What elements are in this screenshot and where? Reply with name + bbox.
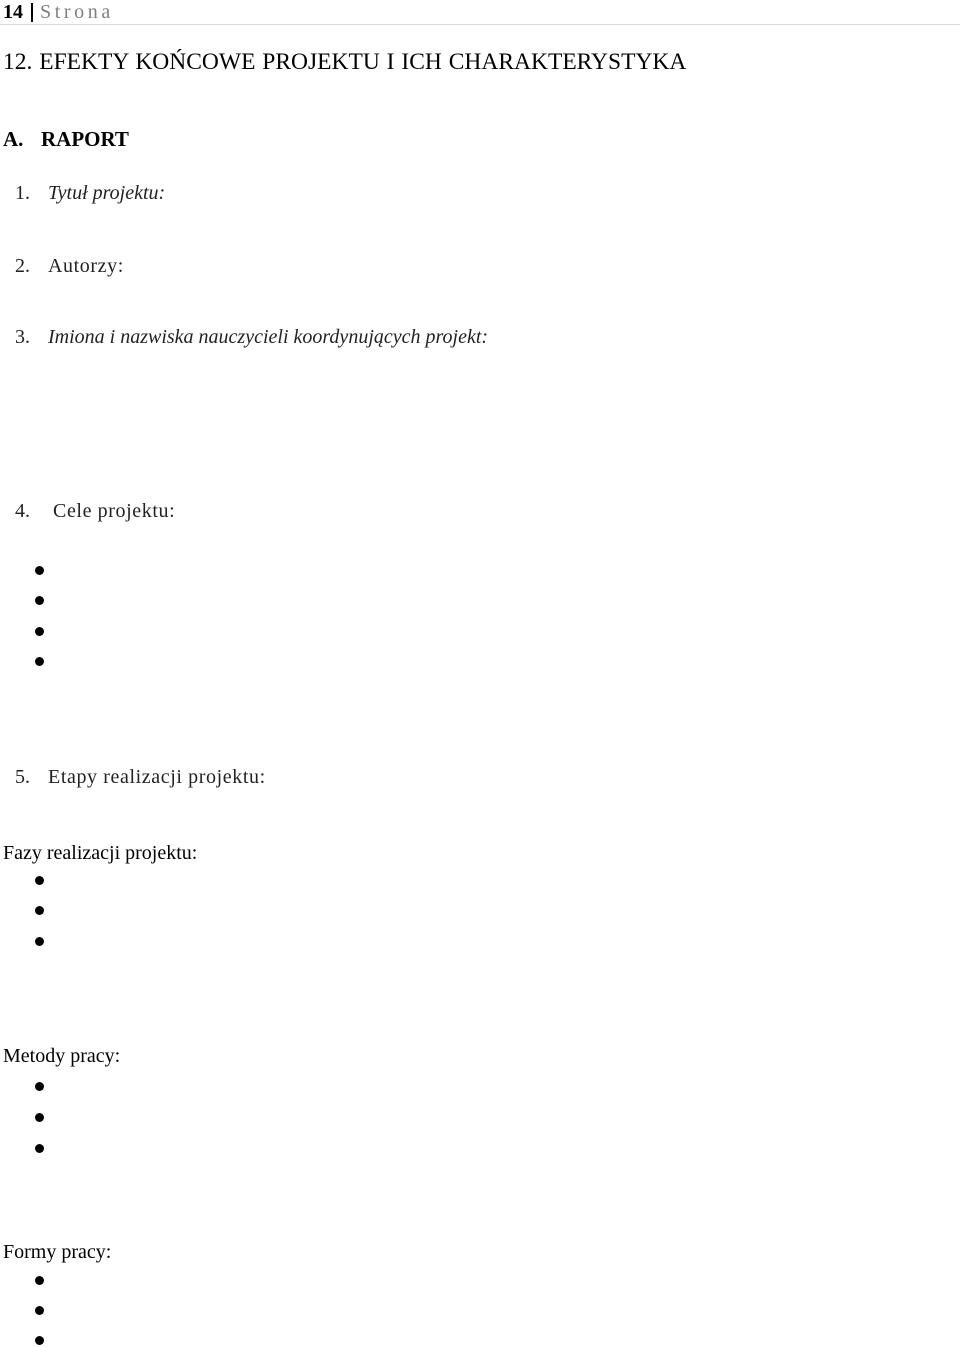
item-teachers — [15, 324, 488, 350]
item-number: 2. — [15, 255, 30, 277]
item-number: 5. — [15, 766, 30, 788]
item-stages — [15, 764, 266, 790]
item-label: Tytuł projektu: — [48, 182, 166, 204]
item-number: 4. — [15, 500, 30, 522]
item-label: Cele projektu: — [53, 500, 176, 522]
item-authors — [15, 253, 124, 279]
list-bullet — [35, 1113, 44, 1122]
item-number: 3. — [15, 326, 30, 348]
list-bullet — [35, 1336, 44, 1345]
list-bullet — [35, 596, 44, 605]
forms-label: Formy pracy: — [3, 1241, 112, 1263]
list-bullet — [35, 1144, 44, 1153]
list-bullet — [35, 657, 44, 666]
list-bullet — [35, 937, 44, 946]
page-number: 14 — [3, 1, 23, 23]
list-bullet — [35, 1276, 44, 1285]
item-label: Imiona i nazwiska nauczycieli koordynujących projekt: — [48, 326, 489, 348]
section-a-label: RAPORT — [41, 127, 129, 151]
page-word: Strona — [40, 1, 114, 23]
phases-label: Fazy realizacji projektu: — [3, 842, 198, 864]
list-bullet — [35, 1306, 44, 1315]
list-bullet — [35, 1082, 44, 1091]
list-bullet — [35, 566, 44, 575]
page-separator — [31, 3, 33, 22]
item-number: 1. — [15, 182, 30, 204]
list-bullet — [35, 627, 44, 636]
item-label: Etapy realizacji projektu: — [48, 766, 266, 788]
methods-label: Metody pracy: — [3, 1045, 121, 1067]
list-bullet — [35, 906, 44, 915]
list-bullet — [35, 876, 44, 885]
section-a-title — [3, 125, 129, 153]
page-header — [0, 0, 960, 25]
item-label: Autorzy: — [48, 255, 124, 277]
item-goals — [15, 498, 175, 524]
item-project-title — [15, 180, 165, 206]
section-a-number: A. — [3, 127, 24, 151]
document-heading: 12. EFEKTY KOŃCOWE PROJEKTU I ICH CHARAKTERYSTYKA — [3, 49, 687, 75]
